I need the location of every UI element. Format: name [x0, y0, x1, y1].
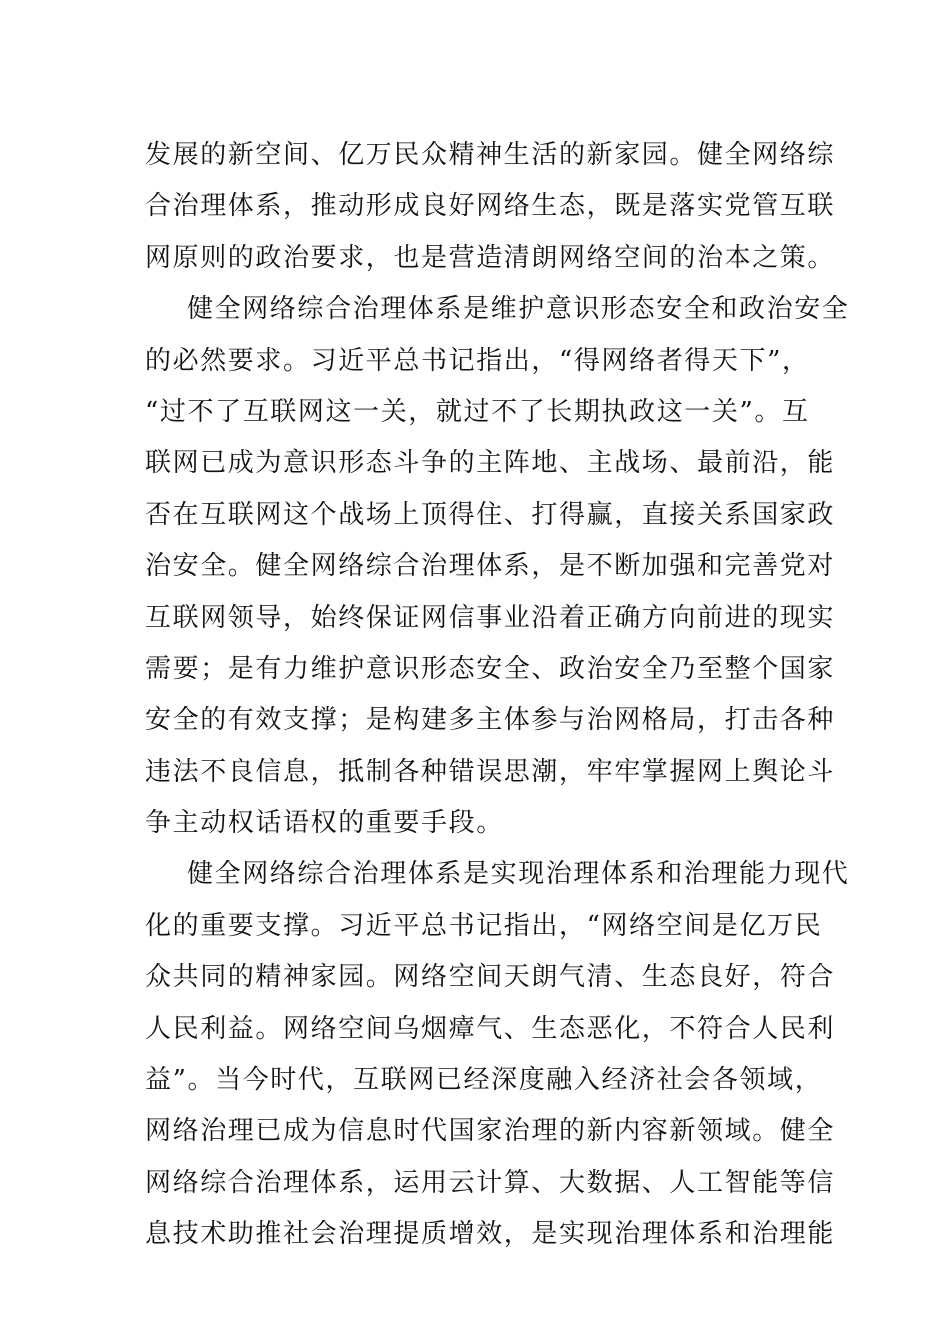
- text-line: “过不了互联网这一关，就过不了长期执政这一关”。互: [145, 396, 810, 427]
- text-line: 网原则的政治要求，也是营造清朗网络空间的治本之策。: [145, 242, 836, 273]
- text-line: 互联网领导，始终保证网信事业沿着正确方向前进的现实: [145, 602, 836, 633]
- text-line: 安全的有效支撑；是构建多主体参与治网格局，打击各种: [145, 705, 836, 736]
- text-line: 需要；是有力维护意识形态安全、政治安全乃至整个国家: [145, 653, 836, 684]
- text-line: 联网已成为意识形态斗争的主阵地、主战场、最前沿，能: [145, 448, 836, 479]
- text-line: 息技术助推社会治理提质增效，是实现治理体系和治理能: [145, 1219, 836, 1250]
- text-line: 违法不良信息，抵制各种错误思潮，牢牢掌握网上舆论斗: [145, 756, 836, 787]
- paragraph-first-line: 健全网络综合治理体系是实现治理体系和治理能力现代: [187, 859, 850, 890]
- text-line: 众共同的精神家园。网络空间天朗气清、生态良好，符合: [145, 962, 836, 993]
- text-line: 化的重要支撑。习近平总书记指出，“网络空间是亿万民: [145, 910, 823, 941]
- paragraph-first-line: 健全网络综合治理体系是维护意识形态安全和政治安全: [187, 294, 850, 325]
- text-line: 网络治理已成为信息时代国家治理的新内容新领域。健全: [145, 1116, 836, 1147]
- text-line: 合治理体系，推动形成良好网络生态，既是落实党管互联: [145, 191, 836, 222]
- text-line: 网络综合治理体系，运用云计算、大数据、人工智能等信: [145, 1167, 836, 1198]
- text-line: 治安全。健全网络综合治理体系，是不断加强和完善党对: [145, 551, 836, 582]
- text-line: 争主动权话语权的重要手段。: [145, 808, 504, 839]
- text-line: 益”。当今时代，互联网已经深度融入经济社会各领域，: [145, 1065, 823, 1096]
- body-text: [145, 130, 850, 1261]
- text-line: 否在互联网这个战场上顶得住、打得赢，直接关系国家政: [145, 499, 836, 530]
- text-line: 发展的新空间、亿万民众精神生活的新家园。健全网络综: [145, 140, 836, 170]
- text-line: 人民利益。网络空间乌烟瘴气、生态恶化，不符合人民利: [145, 1013, 836, 1044]
- text-line: 的必然要求。习近平总书记指出，“得网络者得天下”，: [145, 345, 810, 376]
